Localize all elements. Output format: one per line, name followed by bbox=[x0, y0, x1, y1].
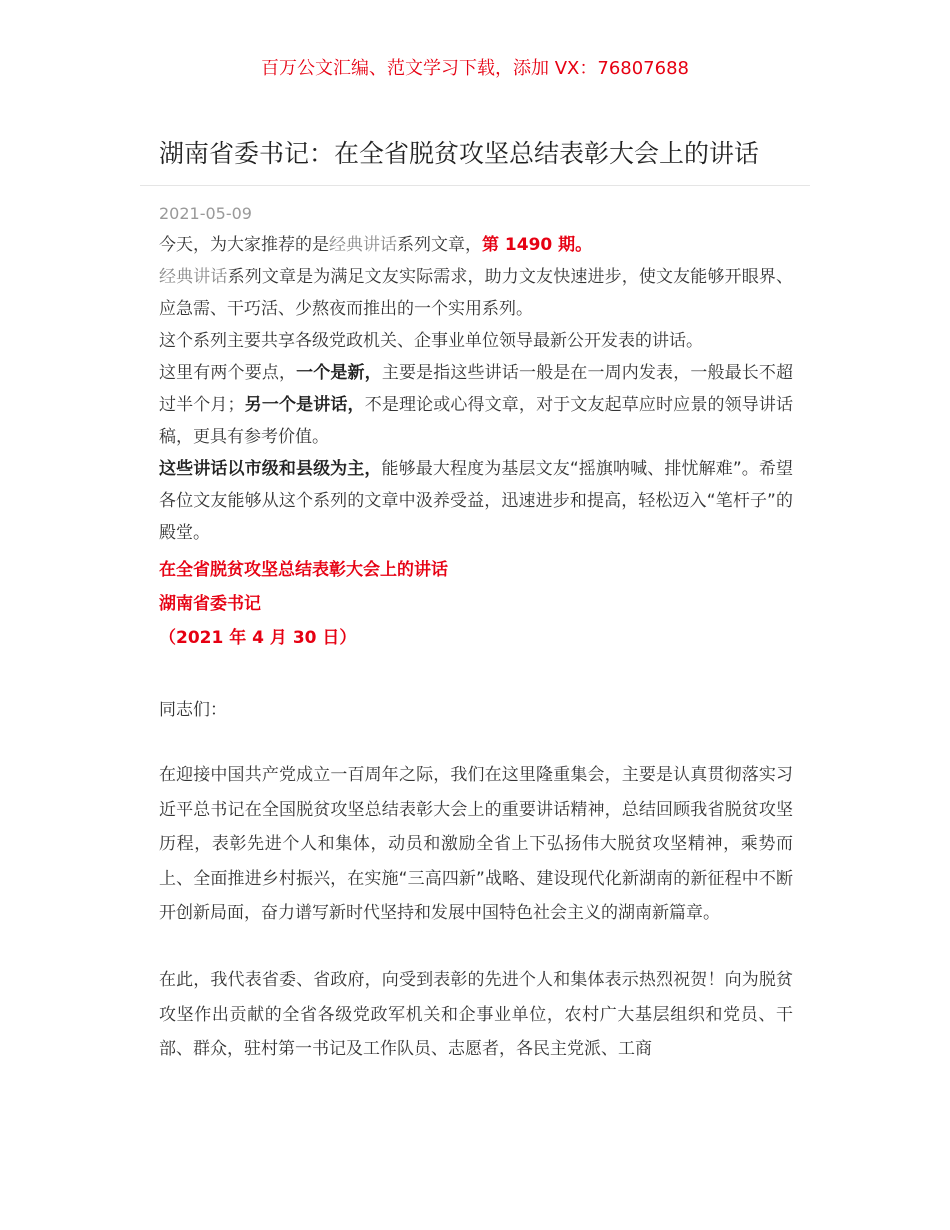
promo-banner: 百万公文汇编、范文学习下载，添加 VX：76807688 bbox=[261, 58, 689, 79]
salutation: 同志们： bbox=[159, 700, 227, 720]
intro-text: 不是理论或心得文章，对于文友起草应时应景的领导讲话稿，更具有参考价值。 bbox=[159, 395, 794, 447]
intro-paragraph-5 bbox=[159, 453, 793, 549]
intro-text: 这里有两个要点， bbox=[159, 363, 297, 383]
speech-date: （2021 年 4 月 30 日） bbox=[159, 628, 357, 648]
intro-text: 系列文章， bbox=[397, 235, 482, 255]
intro-paragraph-3: 这个系列主要共享各级党政机关、企事业单位领导最新公开发表的讲话。 bbox=[159, 331, 703, 351]
article-content bbox=[159, 229, 793, 1067]
intro-paragraph-2 bbox=[159, 261, 793, 325]
bold-point-3: 这些讲话以市级和县级为主， bbox=[159, 459, 382, 479]
intro-text: 今天，为大家推荐的是 bbox=[159, 235, 329, 255]
bold-point-2: 另一个是讲话， bbox=[244, 395, 365, 415]
bold-point-1: 一个是新， bbox=[296, 363, 382, 383]
issue-number: 第 1490 期。 bbox=[482, 235, 593, 255]
publish-date: 2021-05-09 bbox=[159, 204, 252, 223]
intro-text: 主要是指这些讲话一般是在一周内发表，一般最长不超过半个月； bbox=[159, 363, 794, 415]
intro-paragraph-1 bbox=[159, 229, 793, 261]
intro-text: 能够最大程度为基层文友“摇旗呐喊、排忧解难”。希望各位文友能够从这个系列的文章中汲养受益，迅速进步和提高，轻松迈入“笔杆子”的殿堂。 bbox=[159, 459, 793, 543]
intro-text: 系列文章是为满足文友实际需求，助力文友快速进步，使文友能够开眼界、应急需、干巧活、少熬夜而推出的一个实用系列。 bbox=[159, 267, 794, 319]
series-name: 经典讲话 bbox=[159, 267, 228, 287]
title-divider bbox=[140, 185, 810, 186]
speech-speaker: 湖南省委书记 bbox=[159, 594, 261, 614]
article-title: 湖南省委书记：在全省脱贫攻坚总结表彰大会上的讲话 bbox=[159, 139, 760, 168]
speech-paragraph-1: 在迎接中国共产党成立一百周年之际，我们在这里隆重集会，主要是认真贯彻落实习近平总书记在全国脱贫攻坚总结表彰大会上的重要讲话精神，总结回顾我省脱贫攻坚历程，表彰先进个人和集体，动员和激励全省上下弘扬伟大脱贫攻坚精神，乘势而上、全面推进乡村振兴，在实施“三高四新”战略、建设现代化新湖南的新征程中不断开创新局面，奋力谱写新时代坚持和发展中国特色社会主义的湖南新篇章。 bbox=[159, 765, 793, 924]
intro-paragraph-4 bbox=[159, 357, 793, 453]
speech-paragraph-2: 在此，我代表省委、省政府，向受到表彰的先进个人和集体表示热烈祝贺！向为脱贫攻坚作出贡献的全省各级党政军机关和企事业单位，农村广大基层组织和党员、干部、群众，驻村第一书记及工作队员、志愿者，各民主党派、工商 bbox=[159, 969, 793, 1060]
speech-heading: 在全省脱贫攻坚总结表彰大会上的讲话 bbox=[159, 560, 448, 580]
series-name: 经典讲话 bbox=[329, 235, 397, 255]
